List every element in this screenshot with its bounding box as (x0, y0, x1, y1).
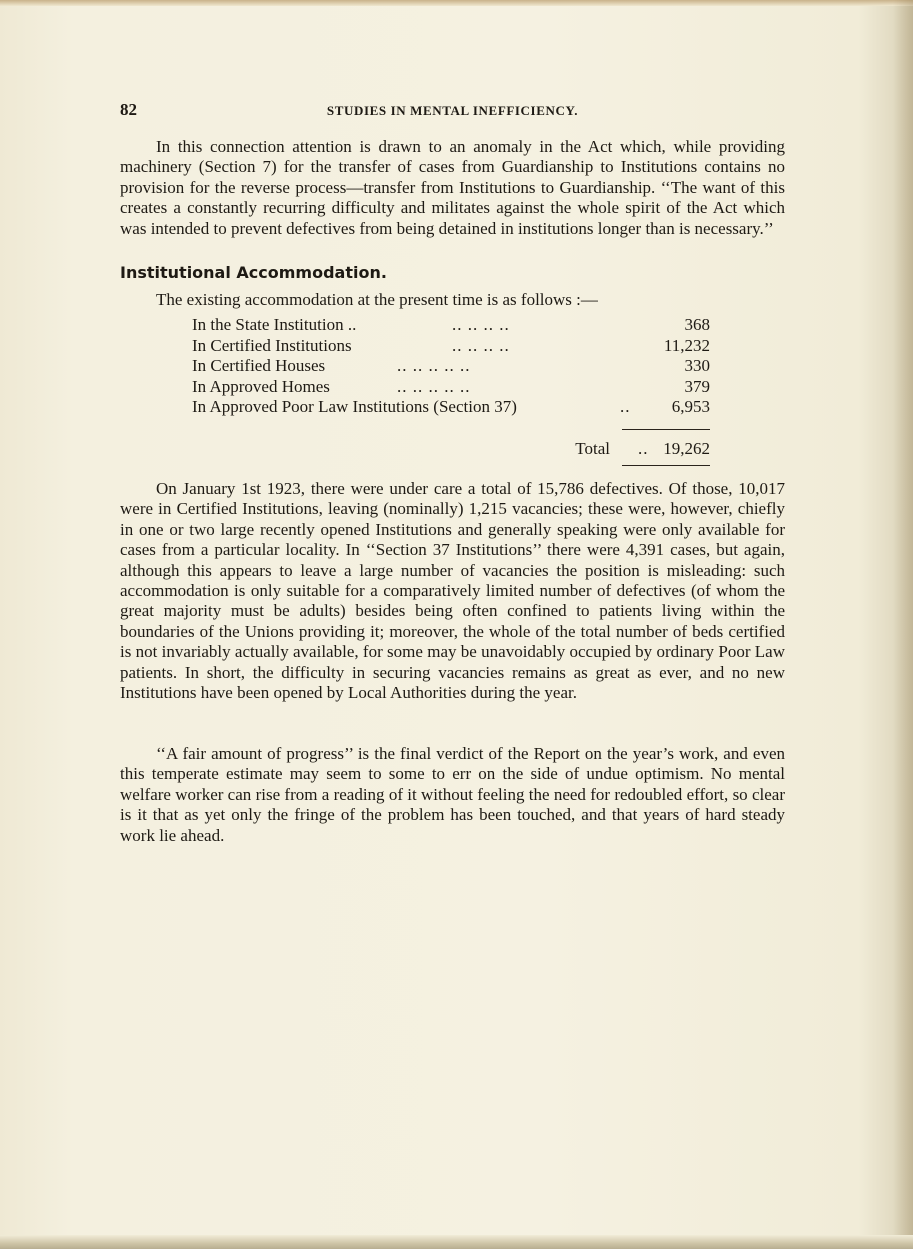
paragraph-progress: ‘‘A fair amount of progress’’ is the final verdict of the Report on the year’s work, and even this temperate estimate may seem to some to err on the side of undue optimism. No mental welfare worker can rise from a reading of it without feeling the need for redoubled effort, so clear is it that as yet only the fringe of the problem has been touched, and that years of hard steady work lie ahead. (120, 744, 785, 845)
page-bottom-edge (0, 1235, 913, 1249)
page-right-shadow (893, 0, 913, 1249)
table-row (192, 377, 710, 398)
row-leader-dots: .. .. .. .. (452, 315, 510, 334)
table-rule-top (622, 429, 710, 430)
row-label: In the State Institution .. (192, 315, 357, 334)
running-head: STUDIES IN MENTAL INEFFICIENCY. (326, 103, 579, 118)
row-value: 379 (684, 376, 710, 396)
row-value: 6,953 (671, 397, 710, 416)
table-row (192, 356, 710, 377)
row-label: In Approved Homes (192, 376, 330, 396)
row-leader-dots: .. (620, 397, 631, 416)
page-top-edge (0, 0, 913, 6)
row-label: In Certified Institutions (192, 335, 352, 355)
row-label: In Approved Poor Law Institutions (Section 37) (192, 397, 517, 416)
row-value: 11,232 (663, 335, 710, 355)
row-leader-dots: .. .. .. .. .. (397, 376, 471, 396)
row-label: In Certified Houses (192, 356, 326, 375)
total-value: 19,262 (663, 439, 710, 458)
table-row (192, 336, 710, 357)
row-leader-dots: .. .. .. .. .. (397, 356, 471, 375)
paragraph-anomaly: In this connection attention is drawn to an anomaly in the Act which, while providing machinery (Section 7) for the transfer of cases from Guardianship to Institutions contains no provision for the reverse process—transfer from Institutions to Guardianship. ‘‘The want of this creates a constantly recurring difficulty and militates against the whole spirit of the Act which was intended to prevent defectives from being detained in institutions longer than is necessary.’’ (120, 137, 785, 238)
section-intro: The existing accommodation at the present time is as follows :— (156, 290, 598, 309)
table-total-row (192, 438, 710, 460)
accommodation-table (192, 315, 710, 458)
paragraph-vacancies: On January 1st 1923, there were under care a total of 15,786 defectives. Of those, 10,017 were in Certified Institutions, leaving (nominally) 1,215 vacancies; these were, however, chiefly in one or two large recently opened Institutions and generally speaking were only available for cases from a particular locality. In ‘‘Section 37 Institutions’’ there were 4,391 cases, but again, although this appears to leave a large number of vacancies the position is misleading: such accommodation is only suitable for a comparatively limited number of defectives (of whom the great majority must be adults) besides being often confined to patients living within the boundaries of the Unions providing it; moreover, the whole of the total number of beds certified is not invariably actually available, for some may be unavoidably occupied by ordinary Poor Law patients. In short, the difficulty in securing vacancies remains as great as ever, and no new Institutions have been opened by Local Authorities during the year. (120, 479, 785, 703)
page-number: 82 (120, 100, 137, 119)
page-header (120, 100, 785, 122)
total-label: Total (575, 439, 610, 458)
section-heading: Institutional Accommodation. (120, 263, 387, 282)
row-value: 368 (684, 315, 710, 334)
total-leader-dots: .. (638, 439, 649, 458)
row-value: 330 (684, 356, 710, 375)
row-leader-dots: .. .. .. .. (452, 335, 510, 355)
table-row (192, 397, 710, 418)
table-rule-bottom (622, 465, 710, 466)
table-row (192, 315, 710, 336)
